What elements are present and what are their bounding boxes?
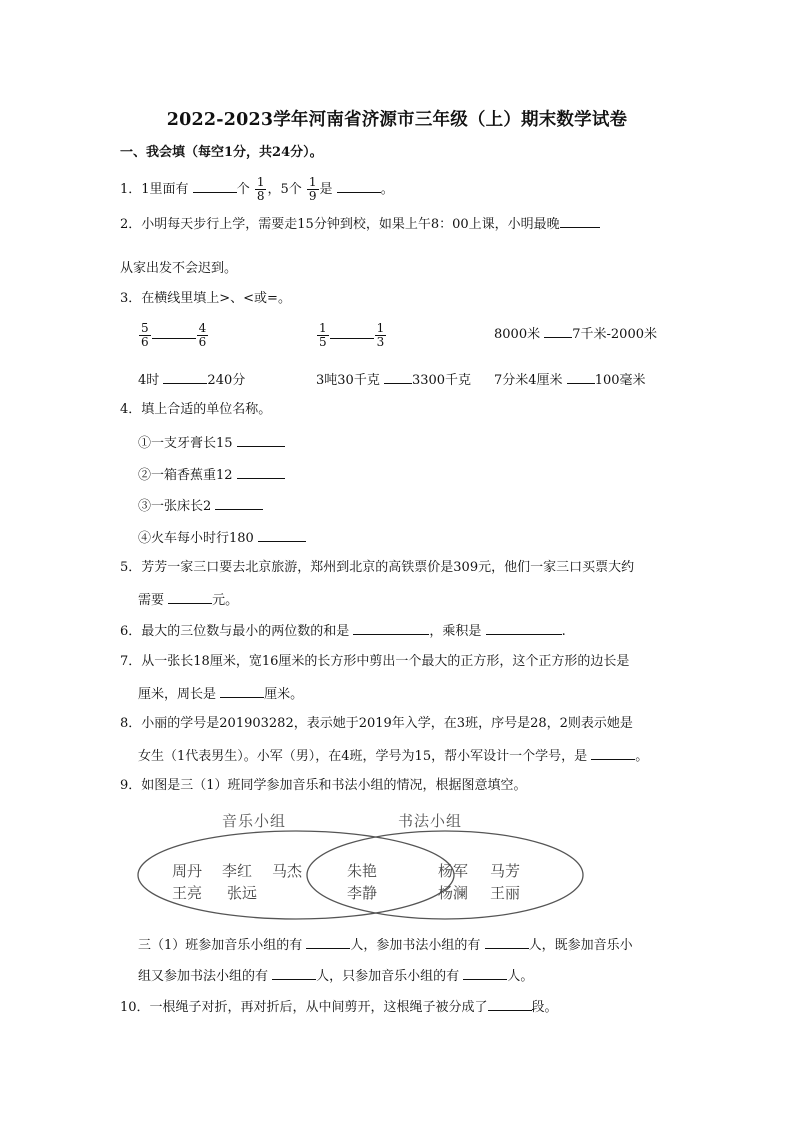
- answer-blank[interactable]: [486, 622, 562, 635]
- compare-item: 3吨30千克 3300千克: [316, 373, 472, 388]
- student-name: 马杰: [272, 862, 303, 880]
- question-10: 10．一根绳子对折，再对折后，从中间剪开，这根绳子被分成了 段。: [120, 1000, 558, 1015]
- answer-blank[interactable]: [193, 180, 237, 193]
- music-group-circle: [138, 831, 454, 919]
- answer-blank[interactable]: [152, 326, 196, 339]
- student-name: 周丹: [172, 862, 203, 880]
- question-9-line-2: 组又参加书法小组的有 人，只参加音乐小组的有 人。: [138, 969, 534, 984]
- question-9-stem: 9．如图是三（1）班同学参加音乐和书法小组的情况，根据图意填空。: [120, 778, 527, 793]
- answer-blank[interactable]: [337, 180, 381, 193]
- answer-blank[interactable]: [163, 371, 207, 384]
- question-7-continued: 厘米，周长是 厘米。: [138, 687, 304, 702]
- compare-item: 7分米4厘米 100毫米: [494, 373, 646, 388]
- fraction: $\frac{1}{9}$: [308, 175, 317, 203]
- answer-blank[interactable]: [488, 998, 532, 1011]
- music-group-label: 音乐小组: [222, 812, 287, 830]
- answer-blank[interactable]: [258, 529, 306, 542]
- question-5-continued: 需要 元。: [138, 593, 239, 608]
- question-2-continued: 从家出发不会迟到。: [120, 261, 238, 276]
- answer-blank[interactable]: [485, 936, 529, 949]
- student-name: 朱艳: [347, 862, 378, 880]
- unit-item: ③一张床长2: [138, 497, 263, 515]
- unit-item: ②一箱香蕉重12: [138, 466, 285, 484]
- student-name: 马芳: [490, 862, 521, 880]
- question-1: 1．1里面有 个 $\frac{1}{8}$ ，5个 $\frac{1}{9}$ 是 。: [120, 175, 394, 203]
- calligraphy-group-label: 书法小组: [398, 812, 463, 830]
- page-title: 2022-2023学年河南省济源市三年级（上）期末数学试卷: [166, 110, 628, 130]
- student-name: 王亮: [172, 884, 203, 902]
- answer-blank[interactable]: [567, 371, 595, 384]
- question-8-continued: 女生（1代表男生）。小军（男），在4班，学号为15，帮小军设计一个学号，是 。: [138, 749, 649, 764]
- answer-blank[interactable]: [384, 371, 412, 384]
- compare-item: 4时 240分: [138, 373, 246, 388]
- answer-blank[interactable]: [237, 466, 285, 479]
- compare-item: $\frac{1}{5}$ $\frac{1}{3}$: [319, 321, 385, 349]
- question-6: 6．最大的三位数与最小的两位数的和是 ，乘积是 .: [120, 624, 566, 639]
- student-name: 杨军: [438, 862, 469, 880]
- answer-blank[interactable]: [237, 434, 285, 447]
- compare-item: 8000米 7千米-2000米: [494, 327, 657, 342]
- answer-blank[interactable]: [306, 936, 350, 949]
- compare-item: $\frac{5}{6}$ $\frac{4}{6}$: [141, 321, 207, 349]
- question-2: 2．小明每天步行上学，需要走15分钟到校，如果上午8：00上课，小明最晚: [120, 215, 600, 233]
- answer-blank[interactable]: [330, 326, 374, 339]
- student-name: 王丽: [490, 884, 521, 902]
- calligraphy-group-circle: [307, 831, 583, 919]
- answer-blank[interactable]: [544, 325, 572, 338]
- answer-blank[interactable]: [560, 215, 600, 228]
- answer-blank[interactable]: [353, 622, 429, 635]
- answer-blank[interactable]: [215, 497, 263, 510]
- student-name: 杨澜: [438, 884, 469, 902]
- question-8: 8．小丽的学号是201903282，表示她于2019年入学，在3班，序号是28，2则表示她是: [120, 716, 633, 731]
- question-5: 5．芳芳一家三口要去北京旅游，郑州到北京的高铁票价是309元，他们一家三口买票大约: [120, 560, 635, 575]
- question-4-stem: 4．填上合适的单位名称。: [120, 402, 272, 417]
- fraction: $\frac{1}{8}$: [256, 175, 265, 203]
- answer-blank[interactable]: [168, 591, 212, 604]
- answer-blank[interactable]: [463, 967, 507, 980]
- answer-blank[interactable]: [220, 685, 264, 698]
- student-name: 李静: [347, 884, 378, 902]
- question-3-stem: 3．在横线里填上>、<或=。: [120, 291, 291, 306]
- question-7: 7．从一张长18厘米，宽16厘米的长方形中剪出一个最大的正方形，这个正方形的边长是: [120, 654, 630, 669]
- answer-blank[interactable]: [272, 967, 316, 980]
- answer-blank[interactable]: [591, 747, 635, 760]
- question-9-line-1: 三（1）班参加音乐小组的有 人，参加书法小组的有 人，既参加音乐小: [138, 938, 633, 953]
- student-name: 张远: [227, 884, 258, 902]
- section-heading: 一、我会填（每空1分，共24分）。: [120, 145, 323, 160]
- unit-item: ④火车每小时行180: [138, 529, 306, 547]
- unit-item: ①一支牙膏长15: [138, 434, 285, 452]
- student-name: 李红: [222, 862, 253, 880]
